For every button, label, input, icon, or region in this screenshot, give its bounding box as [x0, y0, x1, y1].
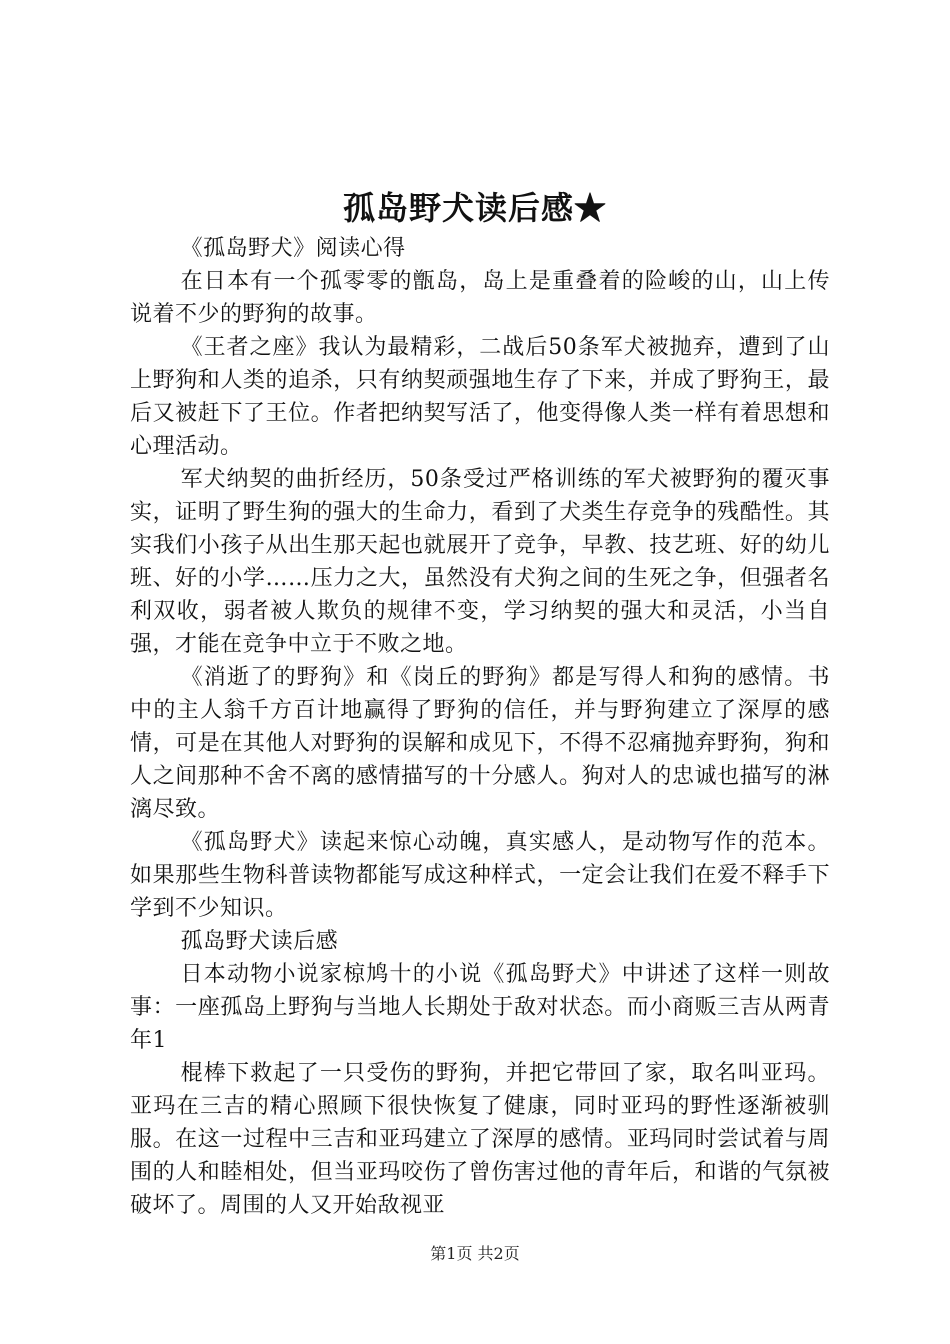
section-heading: 《孤岛野犬》阅读心得	[180, 236, 406, 261]
paragraph: 军犬纳契的曲折经历，50条受过严格训练的军犬被野狗的覆灭事实，证明了野生狗的强大的生命力，看到了犬类生存竞争的残酷性。其实我们小孩子从出生那天起也就展开了竞争，早教、技艺班、好的幼儿班、好的小学……压力之大，虽然没有犬狗之间的生死之争，但强者名利双收，弱者被人欺负的规律不变，学习纳契的强大和灵活，小当自强，才能在竞争中立于不败之地。	[130, 467, 830, 657]
page-footer: 第1页 共2页	[430, 1244, 520, 1263]
paragraph: 《消逝了的野狗》和《岗丘的野狗》都是写得人和狗的感情。书中的主人翁千方百计地赢得了野狗的信任，并与野狗建立了深厚的感情，可是在其他人对野狗的误解和成见下，不得不忍痛抛弃野狗，狗和人之间那种不舍不离的感情描写的十分感人。狗对人的忠诚也描写的淋漓尽致。	[130, 665, 830, 822]
paragraph: 《王者之座》我认为最精彩，二战后50条军犬被抛弃，遭到了山上野狗和人类的追杀，只有纳契顽强地生存了下来，并成了野狗王，最后又被赶下了王位。作者把纳契写活了，他变得像人类一样有着思想和心理活动。	[130, 335, 830, 459]
paragraph: 在日本有一个孤零零的甑岛，岛上是重叠着的险峻的山，山上传说着不少的野狗的故事。	[130, 269, 830, 327]
section-heading: 孤岛野犬读后感	[180, 929, 339, 954]
paragraph: 棍棒下救起了一只受伤的野狗，并把它带回了家，取名叫亚玛。亚玛在三吉的精心照顾下很快恢复了健康，同时亚玛的野性逐渐被驯服。在这一过程中三吉和亚玛建立了深厚的感情。亚玛同时尝试着与周围的人和睦相处，但当亚玛咬伤了曾伤害过他的青年后，和谐的气氛被破坏了。周围的人又开始敌视亚	[130, 1061, 830, 1218]
page-title: 孤岛野犬读后感★	[342, 189, 607, 227]
paragraph: 日本动物小说家椋鸠十的小说《孤岛野犬》中讲述了这样一则故事：一座孤岛上野狗与当地人长期处于敌对状态。而小商贩三吉从两青年1	[130, 962, 830, 1053]
paragraph: 《孤岛野犬》读起来惊心动魄，真实感人，是动物写作的范本。如果那些生物科普读物都能写成这种样式，一定会让我们在爱不释手下学到不少知识。	[130, 830, 830, 921]
document-body	[130, 232, 830, 1222]
